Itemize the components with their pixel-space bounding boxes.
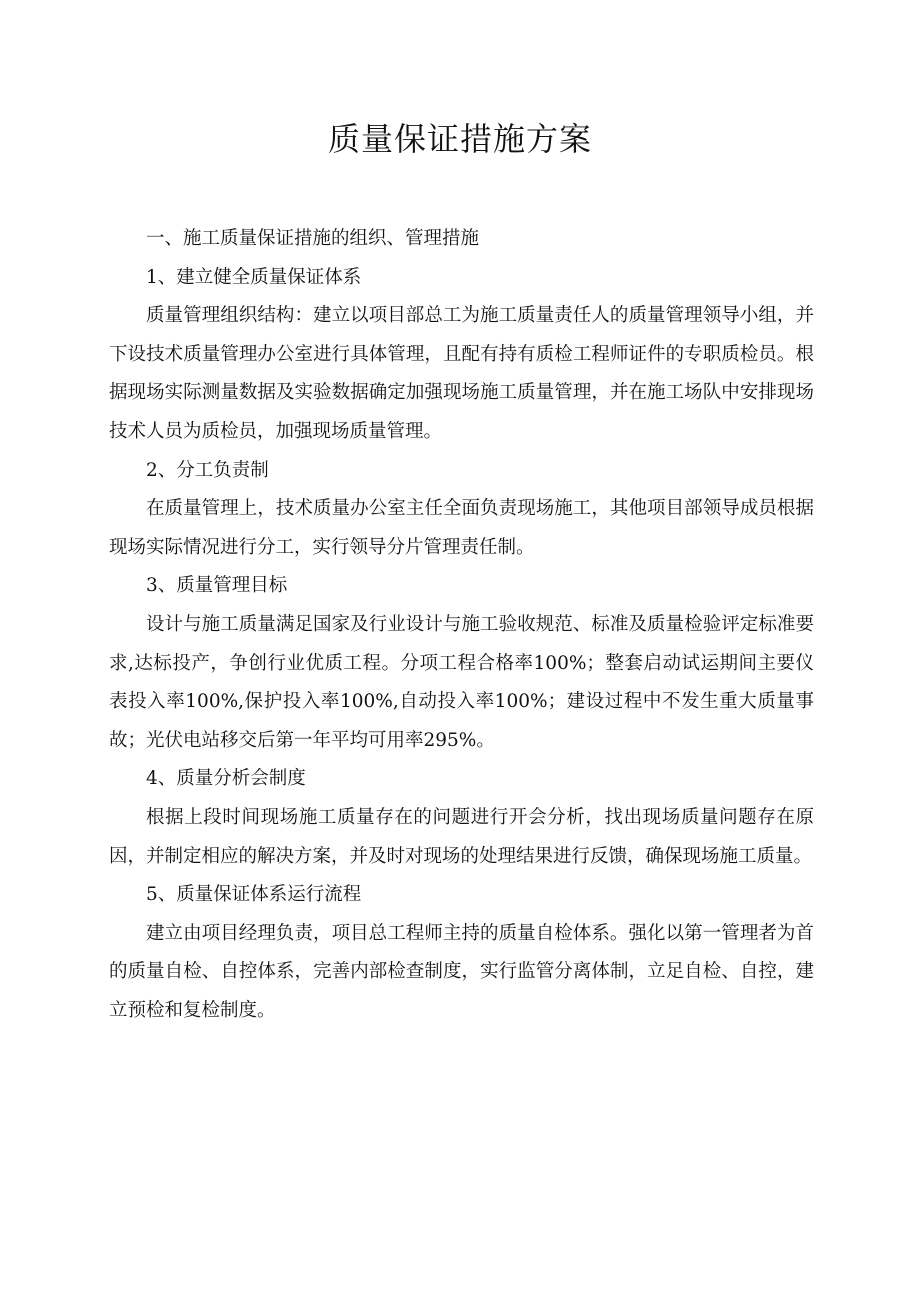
body-paragraph: 设计与施工质量满足国家及行业设计与施工验收规范、标准及质量检验评定标准要求,达标投产，争创行业优质工程。分项工程合格率100%；整套启动试运期间主要仪表投入率100%,保护投入率100%,自动投入率100%；建设过程中不发生重大质量事故；光伏电站移交后第一年平均可用率295%。 [109, 613, 814, 751]
subsection-heading: 2、分工负责制 [146, 459, 269, 481]
section-heading: 一、施工质量保证措施的组织、管理措施 [146, 228, 480, 249]
body-paragraph: 在质量管理上，技术质量办公室主任全面负责现场施工，其他项目部领导成员根据现场实际情况进行分工，实行领导分片管理责任制。 [109, 498, 814, 558]
subsection-heading: 5、质量保证体系运行流程 [146, 884, 362, 906]
subsection-heading: 4、质量分析会制度 [146, 768, 306, 790]
subsection-heading: 3、质量管理目标 [146, 575, 288, 597]
body-paragraph: 根据上段时间现场施工质量存在的问题进行开会分析，找出现场质量问题存在原因，并制定相应的解决方案，并及时对现场的处理结果进行反馈，确保现场施工质量。 [109, 806, 814, 867]
subsection-heading: 1、建立健全质量保证体系 [146, 266, 362, 288]
document-body [109, 220, 814, 1030]
document-title: 质量保证措施方案 [327, 120, 592, 158]
body-paragraph: 质量管理组织结构：建立以项目部总工为施工质量责任人的质量管理领导小组，并下设技术质量管理办公室进行具体管理，且配有持有质检工程师证件的专职质检员。根据现场实际测量数据及实验数据确定加强现场施工质量管理，并在施工场队中安排现场技术人员为质检员，加强现场质量管理。 [109, 305, 814, 442]
body-paragraph: 建立由项目经理负责，项目总工程师主持的质量自检体系。强化以第一管理者为首的质量自检、自控体系，完善内部检查制度，实行监管分离体制，立足自检、自控，建立预检和复检制度。 [109, 922, 814, 1021]
